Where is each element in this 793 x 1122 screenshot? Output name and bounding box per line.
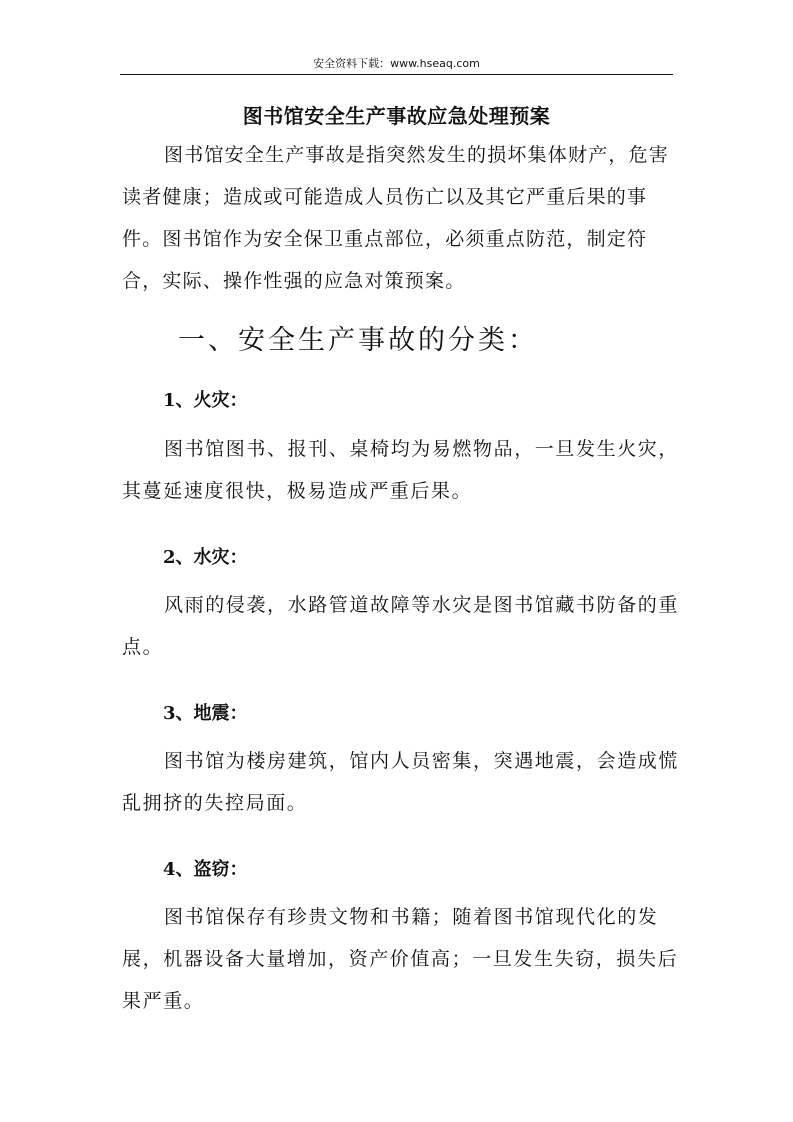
subsection-heading-earthquake: 3、地震：	[163, 703, 248, 724]
document-title: 图书馆安全生产事故应急处理预案	[242, 104, 551, 128]
subsection-text-theft: 图书馆保存有珍贵文物和书籍；随着图书馆现代化的发展，机器设备大量增加，资产价值高；一旦发生失窃，损失后果严重。	[122, 906, 679, 1012]
subsection-text-fire: 图书馆图书、报刊、桌椅均为易燃物品，一旦发生火灾，其蔓延速度很快，极易造成严重后果。	[122, 438, 680, 502]
subsection-heading-fire: 1、火灾：	[163, 390, 248, 411]
intro-paragraph: 图书馆安全生产事故是指突然发生的损坏集体财产，危害读者健康；造成或可能造成人员伤亡以及其它严重后果的事件。图书馆作为安全保卫重点部位，必须重点防范，制定符合，实际、操作性强的应急对策预案。	[122, 144, 670, 292]
header-divider	[120, 74, 673, 75]
subsection-text-flood: 风雨的侵袭，水路管道故障等水灾是图书馆藏书防备的重点。	[122, 594, 680, 658]
subsection-heading-flood: 2、水灾：	[163, 547, 248, 568]
page-header: 安全资料下载：www.hseaq.com	[313, 57, 480, 70]
subsection-text-earthquake: 图书馆为楼房建筑，馆内人员密集，突遇地震，会造成慌乱拥挤的失控局面。	[122, 750, 680, 814]
section-heading: 一、安全生产事故的分类：	[178, 325, 538, 356]
subsection-heading-theft: 4、盗窃：	[163, 859, 248, 880]
